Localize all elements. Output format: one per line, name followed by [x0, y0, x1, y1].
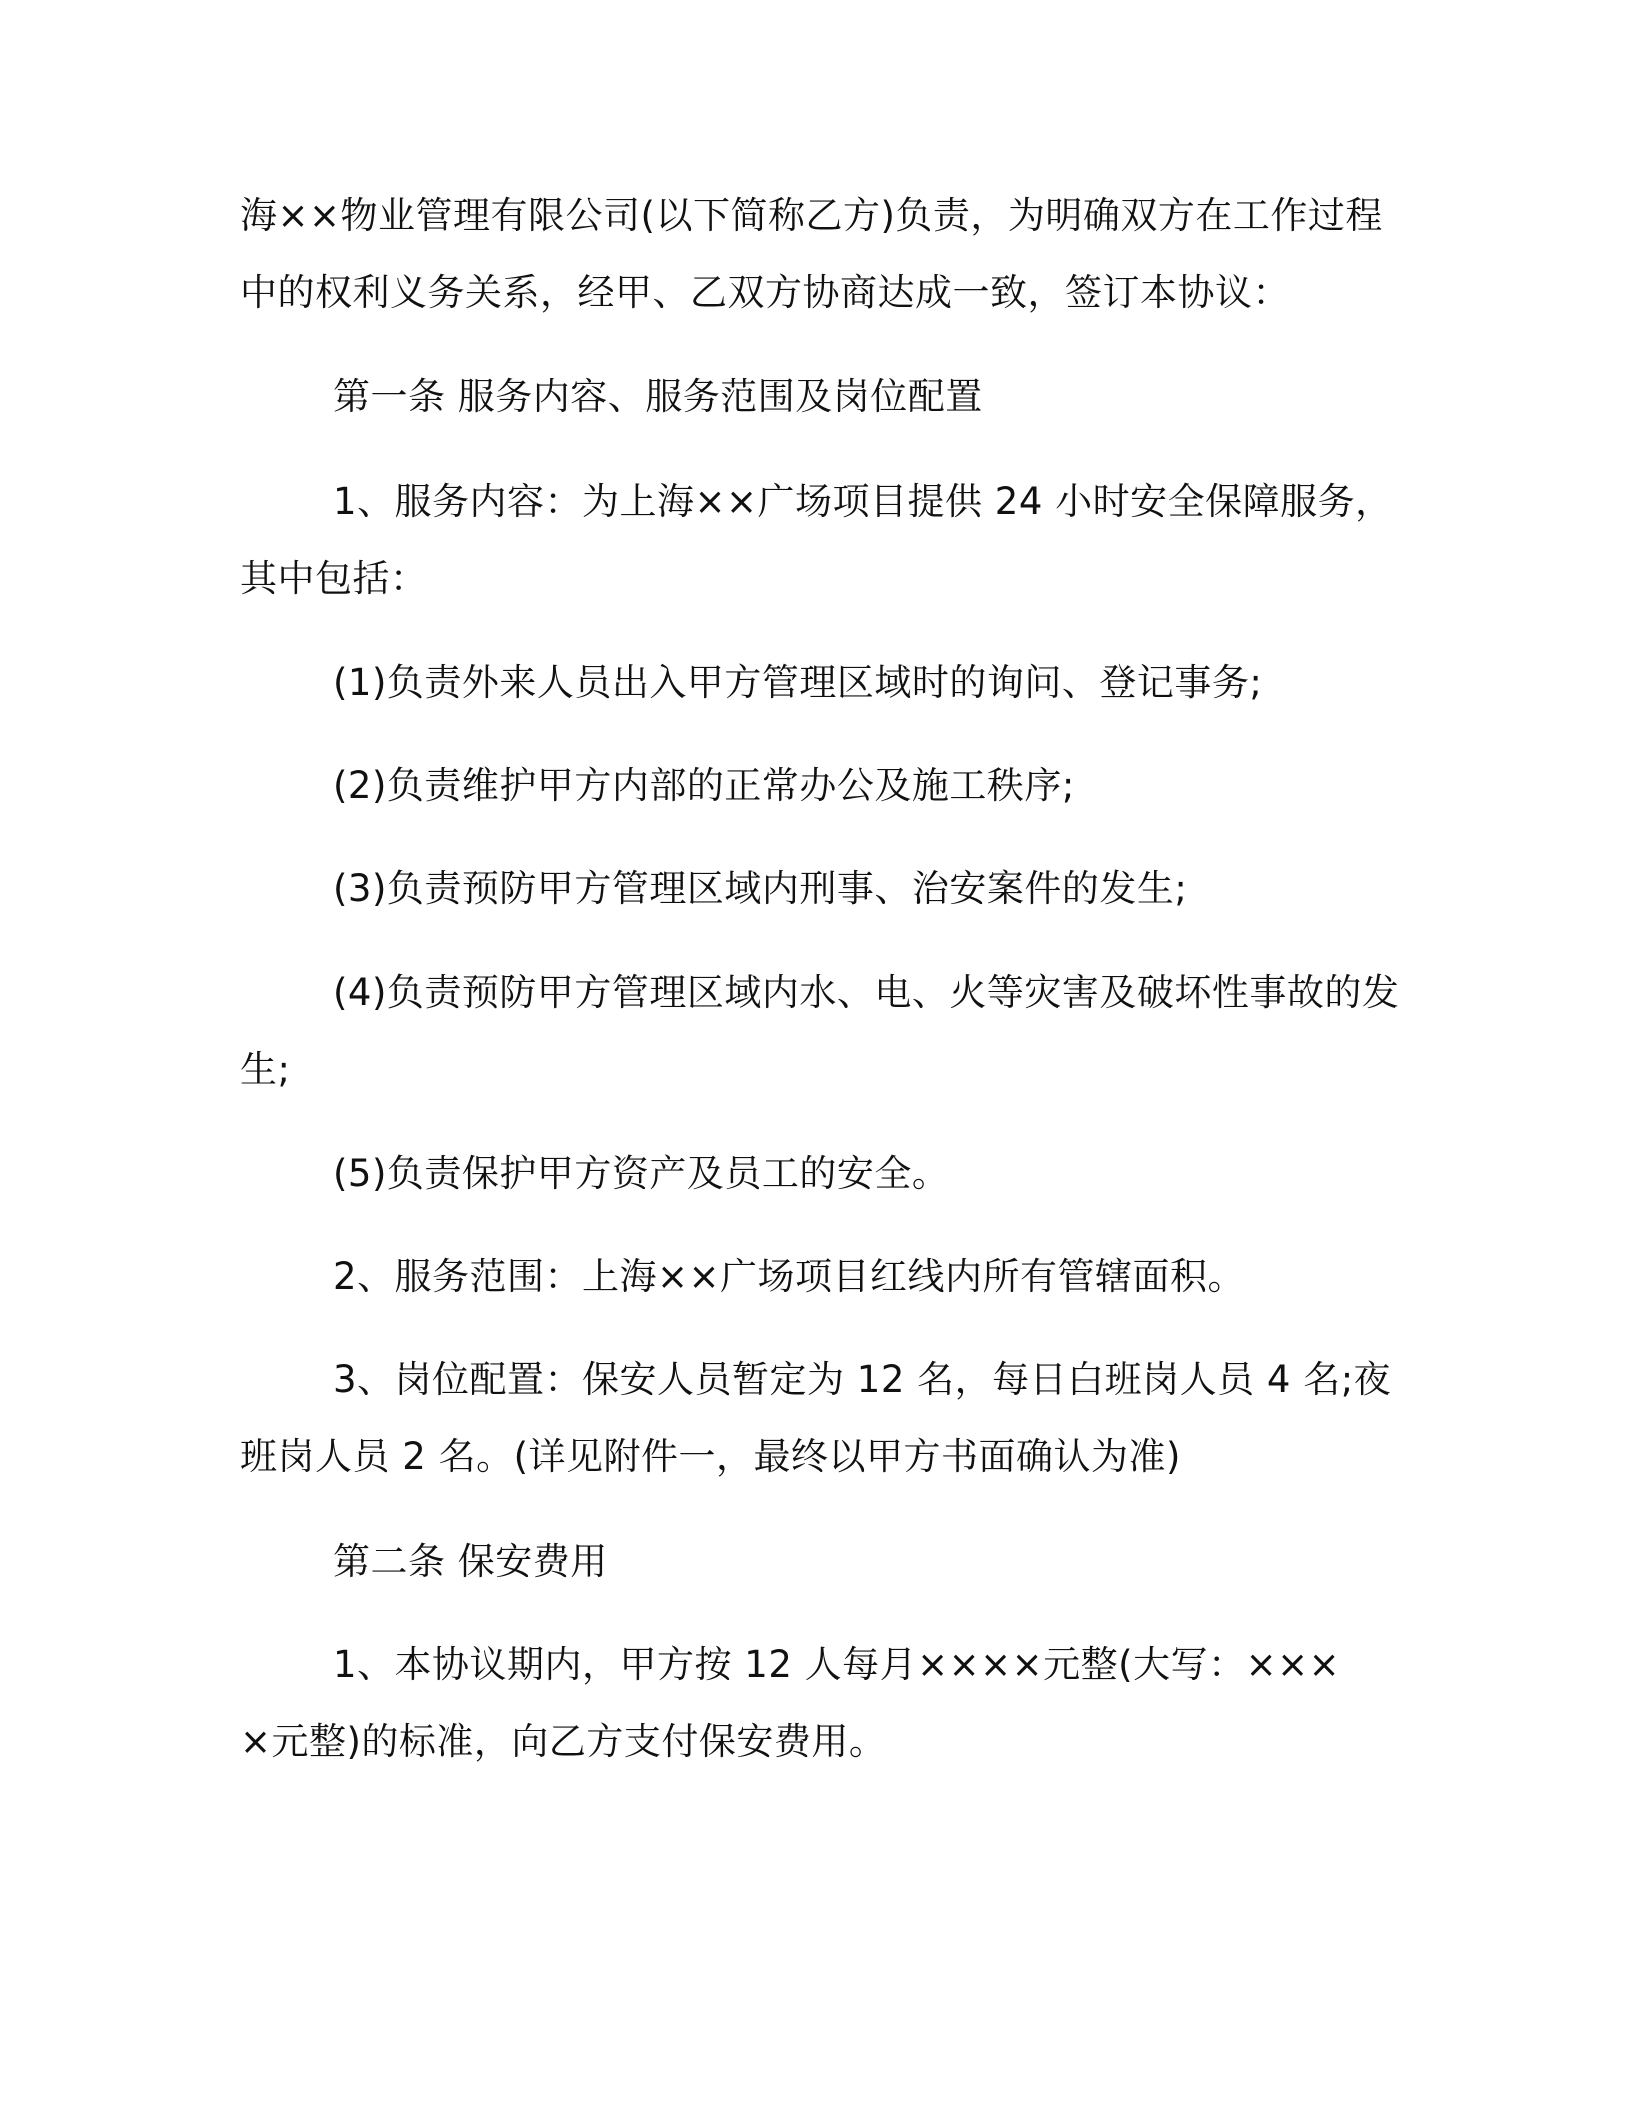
- service-item-5: (5)负责保护甲方资产及员工的安全。: [333, 1152, 950, 1195]
- service-content-line-1: 1、服务内容：为上海××广场项目提供 24 小时安全保障服务，: [333, 480, 1393, 523]
- service-item-4-line-2: 生;: [240, 1048, 291, 1091]
- post-config-line-1: 3、岗位配置：保安人员暂定为 12 名，每日白班岗人员 4 名;夜: [333, 1358, 1392, 1401]
- service-content-line-2: 其中包括：: [240, 557, 428, 600]
- service-item-1: (1)负责外来人员出入甲方管理区域时的询问、登记事务;: [333, 661, 1263, 704]
- article-2-heading: 第二条 保安费用: [333, 1540, 608, 1583]
- fee-line-1: 1、本协议期内，甲方按 12 人每月××××元整(大写：×××: [333, 1643, 1341, 1686]
- post-config-line-2: 班岗人员 2 名。(详见附件一，最终以甲方书面确认为准): [240, 1435, 1181, 1478]
- fee-line-2: ×元整)的标准，向乙方支付保安费用。: [240, 1720, 887, 1763]
- service-item-2: (2)负责维护甲方内部的正常办公及施工秩序;: [333, 764, 1075, 807]
- article-1-heading: 第一条 服务内容、服务范围及岗位配置: [333, 375, 983, 418]
- service-item-3: (3)负责预防甲方管理区域内刑事、治安案件的发生;: [333, 867, 1188, 910]
- service-scope: 2、服务范围：上海××广场项目红线内所有管辖面积。: [333, 1255, 1246, 1298]
- paragraph-intro-line-2: 中的权利义务关系，经甲、乙双方协商达成一致，签订本协议：: [240, 271, 1290, 314]
- service-item-4-line-1: (4)负责预防甲方管理区域内水、电、火等灾害及破坏性事故的发: [333, 971, 1400, 1014]
- paragraph-intro-line-1: 海××物业管理有限公司(以下简称乙方)负责，为明确双方在工作过程: [240, 194, 1383, 237]
